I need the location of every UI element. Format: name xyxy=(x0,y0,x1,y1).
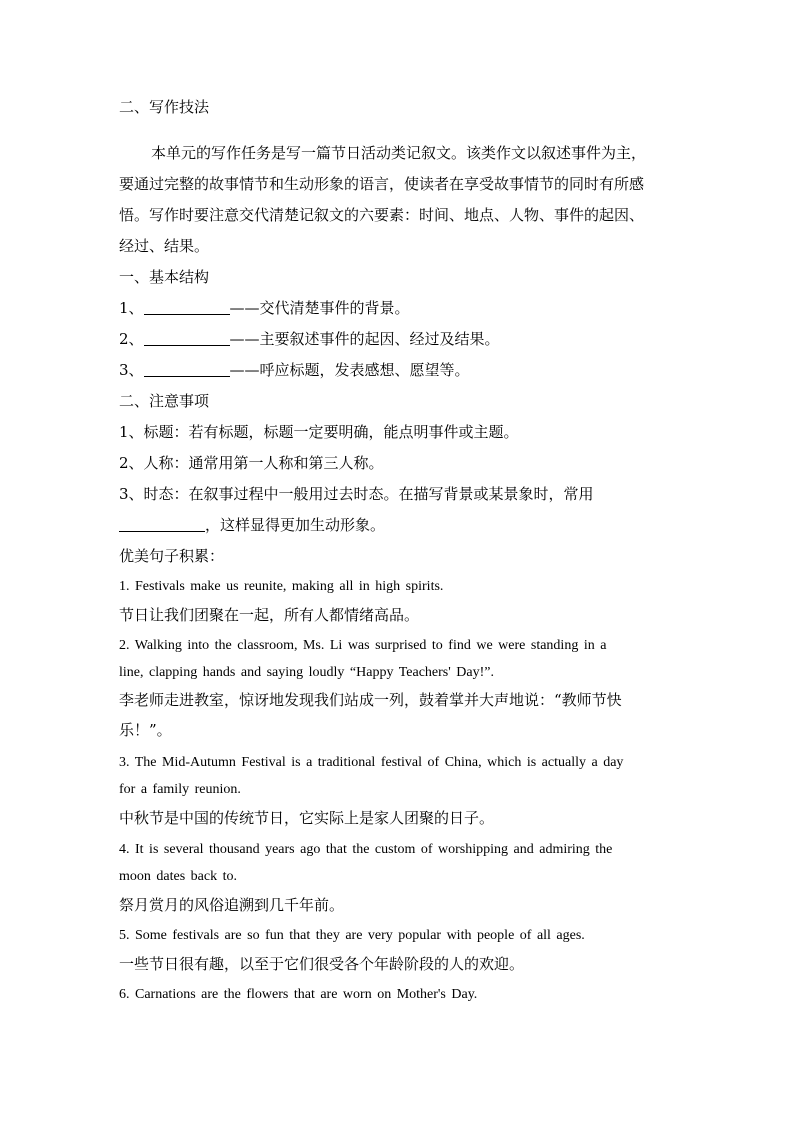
sentence-chinese: 乐！”。 xyxy=(119,721,172,739)
sentence-english: 5. Some festivals are so fun that they are very popular with people of all ages. xyxy=(119,928,585,943)
sentence-chinese: 李老师走进教室，惊讶地发现我们站成一列，鼓着掌并大声地说：“教师节快 xyxy=(119,691,622,709)
intro-paragraph-line: 要通过完整的故事情节和生动形象的语言，使读者在享受故事情节的同时有所感 xyxy=(119,175,645,193)
structure-item-number: 1、 xyxy=(119,299,144,317)
structure-item xyxy=(119,298,410,318)
section-heading-basic-structure: 一、基本结构 xyxy=(119,268,210,286)
fill-in-blank xyxy=(144,362,230,377)
note-item: 2、人称：通常用第一人称和第三人称。 xyxy=(119,454,384,472)
intro-paragraph-line: 经过、结果。 xyxy=(119,237,210,255)
sentence-english: 2. Walking into the classroom, Ms. Li was surprised to find we were standing in a xyxy=(119,638,607,653)
section-heading-notes: 二、注意事项 xyxy=(119,392,210,410)
sentence-english: moon dates back to. xyxy=(119,869,237,884)
sentence-chinese: 一些节日很有趣，以至于它们很受各个年龄阶段的人的欢迎。 xyxy=(119,955,525,973)
structure-item-text: ——呼应标题，发表感想、愿望等。 xyxy=(229,361,470,379)
note-continued-text: ，这样显得更加生动形象。 xyxy=(205,516,386,534)
sentence-chinese: 祭月赏月的风俗追溯到几千年前。 xyxy=(119,896,345,914)
intro-paragraph-line: 悟。写作时要注意交代清楚记叙文的六要素：时间、地点、人物、事件的起因、 xyxy=(119,206,645,224)
section-heading-writing-technique: 二、写作技法 xyxy=(119,98,210,116)
intro-paragraph-line: 本单元的写作任务是写一篇节日活动类记叙文。该类作文以叙述事件为主， xyxy=(151,144,647,162)
sentence-english: line, clapping hands and saying loudly “Happy Teachers' Day!”. xyxy=(119,665,494,680)
sentence-english: 1. Festivals make us reunite, making all in high spirits. xyxy=(119,579,444,594)
sentence-chinese: 中秋节是中国的传统节日，它实际上是家人团聚的日子。 xyxy=(119,809,495,827)
fill-in-blank xyxy=(119,517,205,532)
fill-in-blank xyxy=(144,331,230,346)
note-item: 3、时态：在叙事过程中一般用过去时态。在描写背景或某景象时，常用 xyxy=(119,485,594,503)
structure-item-text: ——主要叙述事件的起因、经过及结果。 xyxy=(229,330,500,348)
structure-item-number: 2、 xyxy=(119,330,144,348)
sentence-english: 4. It is several thousand years ago that the custom of worshipping and admiring the xyxy=(119,842,613,857)
structure-item-text: ——交代清楚事件的背景。 xyxy=(229,299,410,317)
structure-item-number: 3、 xyxy=(119,361,144,379)
section-heading-sentences: 优美句子积累： xyxy=(119,547,225,565)
note-item: 1、标题：若有标题，标题一定要明确，能点明事件或主题。 xyxy=(119,423,519,441)
note-item-continued xyxy=(119,515,385,535)
structure-item xyxy=(119,329,500,349)
sentence-english: 6. Carnations are the flowers that are worn on Mother's Day. xyxy=(119,987,478,1002)
sentence-chinese: 节日让我们团聚在一起，所有人都情绪高品。 xyxy=(119,606,420,624)
fill-in-blank xyxy=(144,300,230,315)
structure-item xyxy=(119,360,470,380)
sentence-english: 3. The Mid-Autumn Festival is a traditional festival of China, which is actually a day xyxy=(119,755,624,770)
sentence-english: for a family reunion. xyxy=(119,782,241,797)
